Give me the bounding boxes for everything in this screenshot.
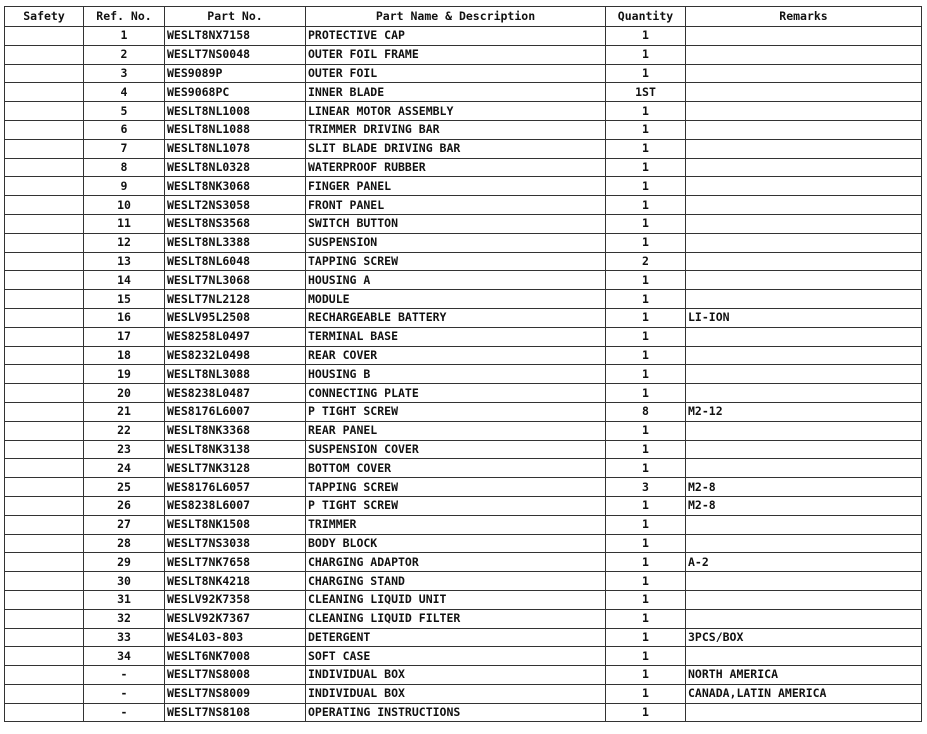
- cell-part-name: TERMINAL BASE: [306, 327, 606, 346]
- cell-part-no: WESLT8NS3568: [165, 214, 306, 233]
- cell-ref-no: 7: [84, 139, 165, 158]
- cell-remarks: [686, 647, 922, 666]
- cell-part-no: WES8258L0497: [165, 327, 306, 346]
- cell-ref-no: 31: [84, 590, 165, 609]
- cell-safety: [5, 534, 84, 553]
- cell-safety: [5, 327, 84, 346]
- cell-ref-no: 19: [84, 365, 165, 384]
- cell-quantity: 1: [606, 421, 686, 440]
- cell-safety: [5, 196, 84, 215]
- cell-part-no: WESLT8NL1008: [165, 102, 306, 121]
- cell-part-no: WESLT7NS8108: [165, 703, 306, 722]
- cell-safety: [5, 421, 84, 440]
- table-row: [5, 290, 922, 309]
- cell-remarks: [686, 196, 922, 215]
- cell-safety: [5, 553, 84, 572]
- table-row: [5, 609, 922, 628]
- table-row: [5, 177, 922, 196]
- cell-quantity: 1: [606, 459, 686, 478]
- cell-quantity: 1: [606, 102, 686, 121]
- cell-remarks: [686, 346, 922, 365]
- cell-safety: [5, 139, 84, 158]
- cell-quantity: 1: [606, 308, 686, 327]
- cell-quantity: 1: [606, 139, 686, 158]
- cell-safety: [5, 478, 84, 497]
- cell-ref-no: 16: [84, 308, 165, 327]
- cell-remarks: [686, 158, 922, 177]
- cell-safety: [5, 290, 84, 309]
- cell-part-no: WESLT8NL1078: [165, 139, 306, 158]
- cell-part-name: SUSPENSION COVER: [306, 440, 606, 459]
- table-row: [5, 214, 922, 233]
- cell-part-no: WESLT7NS0048: [165, 45, 306, 64]
- cell-remarks: M2-12: [686, 402, 922, 421]
- cell-part-name: SWITCH BUTTON: [306, 214, 606, 233]
- cell-ref-no: 5: [84, 102, 165, 121]
- cell-part-no: WES9068PC: [165, 83, 306, 102]
- cell-part-no: WESLT8NK3068: [165, 177, 306, 196]
- cell-quantity: 1: [606, 534, 686, 553]
- header-row: [5, 7, 922, 27]
- cell-quantity: 1: [606, 365, 686, 384]
- cell-ref-no: 10: [84, 196, 165, 215]
- cell-part-name: INNER BLADE: [306, 83, 606, 102]
- cell-quantity: 1: [606, 647, 686, 666]
- cell-safety: [5, 628, 84, 647]
- cell-part-name: BODY BLOCK: [306, 534, 606, 553]
- cell-quantity: 1: [606, 628, 686, 647]
- cell-part-name: TRIMMER DRIVING BAR: [306, 120, 606, 139]
- cell-ref-no: 6: [84, 120, 165, 139]
- cell-part-name: SUSPENSION: [306, 233, 606, 252]
- cell-part-no: WES9089P: [165, 64, 306, 83]
- cell-remarks: [686, 120, 922, 139]
- cell-part-no: WESLV92K7367: [165, 609, 306, 628]
- cell-ref-no: 24: [84, 459, 165, 478]
- cell-remarks: CANADA,LATIN AMERICA: [686, 684, 922, 703]
- cell-part-no: WESLT8NK3368: [165, 421, 306, 440]
- cell-part-no: WESLV95L2508: [165, 308, 306, 327]
- cell-quantity: 1: [606, 158, 686, 177]
- table-row: [5, 515, 922, 534]
- cell-ref-no: 21: [84, 402, 165, 421]
- cell-remarks: [686, 83, 922, 102]
- cell-safety: [5, 515, 84, 534]
- cell-remarks: A-2: [686, 553, 922, 572]
- parts-table-body: [5, 27, 922, 722]
- cell-ref-no: 34: [84, 647, 165, 666]
- cell-part-name: SLIT BLADE DRIVING BAR: [306, 139, 606, 158]
- cell-remarks: M2-8: [686, 478, 922, 497]
- cell-remarks: [686, 233, 922, 252]
- cell-part-no: WESLT8NL0328: [165, 158, 306, 177]
- table-row: [5, 346, 922, 365]
- cell-ref-no: 28: [84, 534, 165, 553]
- cell-part-name: FRONT PANEL: [306, 196, 606, 215]
- cell-quantity: 1: [606, 177, 686, 196]
- cell-remarks: 3PCS/BOX: [686, 628, 922, 647]
- cell-part-name: LINEAR MOTOR ASSEMBLY: [306, 102, 606, 121]
- cell-part-name: HOUSING A: [306, 271, 606, 290]
- cell-ref-no: 23: [84, 440, 165, 459]
- cell-quantity: 1: [606, 496, 686, 515]
- table-row: [5, 64, 922, 83]
- cell-remarks: [686, 534, 922, 553]
- cell-part-no: WESLT7NL2128: [165, 290, 306, 309]
- cell-part-no: WESLT8NX7158: [165, 27, 306, 46]
- cell-part-name: CHARGING ADAPTOR: [306, 553, 606, 572]
- cell-safety: [5, 666, 84, 685]
- cell-ref-no: -: [84, 703, 165, 722]
- cell-quantity: 1: [606, 703, 686, 722]
- cell-part-no: WESLT8NL3088: [165, 365, 306, 384]
- cell-remarks: [686, 609, 922, 628]
- cell-part-name: TRIMMER: [306, 515, 606, 534]
- cell-ref-no: 11: [84, 214, 165, 233]
- cell-remarks: [686, 703, 922, 722]
- cell-ref-no: 25: [84, 478, 165, 497]
- cell-safety: [5, 27, 84, 46]
- cell-safety: [5, 384, 84, 403]
- cell-part-name: CONNECTING PLATE: [306, 384, 606, 403]
- header-part-name: Part Name & Description: [306, 7, 606, 27]
- cell-part-name: BOTTOM COVER: [306, 459, 606, 478]
- cell-quantity: 1: [606, 27, 686, 46]
- table-row: [5, 553, 922, 572]
- cell-remarks: [686, 515, 922, 534]
- table-row: [5, 572, 922, 591]
- cell-safety: [5, 684, 84, 703]
- cell-safety: [5, 214, 84, 233]
- cell-remarks: [686, 384, 922, 403]
- cell-remarks: [686, 177, 922, 196]
- cell-safety: [5, 647, 84, 666]
- cell-ref-no: 13: [84, 252, 165, 271]
- cell-quantity: 1: [606, 666, 686, 685]
- cell-part-name: OUTER FOIL: [306, 64, 606, 83]
- cell-quantity: 3: [606, 478, 686, 497]
- cell-ref-no: 17: [84, 327, 165, 346]
- cell-part-name: INDIVIDUAL BOX: [306, 684, 606, 703]
- cell-part-no: WES8238L6007: [165, 496, 306, 515]
- cell-ref-no: 20: [84, 384, 165, 403]
- cell-part-no: WESLT8NL3388: [165, 233, 306, 252]
- cell-part-no: WESLT8NL6048: [165, 252, 306, 271]
- table-row: [5, 496, 922, 515]
- cell-ref-no: 15: [84, 290, 165, 309]
- cell-part-name: CHARGING STAND: [306, 572, 606, 591]
- cell-ref-no: 32: [84, 609, 165, 628]
- cell-ref-no: 18: [84, 346, 165, 365]
- cell-quantity: 8: [606, 402, 686, 421]
- table-row: [5, 647, 922, 666]
- table-row: [5, 102, 922, 121]
- cell-quantity: 1: [606, 271, 686, 290]
- cell-quantity: 2: [606, 252, 686, 271]
- cell-part-name: REAR COVER: [306, 346, 606, 365]
- cell-quantity: 1: [606, 609, 686, 628]
- cell-part-no: WESLT8NK1508: [165, 515, 306, 534]
- cell-part-name: WATERPROOF RUBBER: [306, 158, 606, 177]
- cell-part-name: OPERATING INSTRUCTIONS: [306, 703, 606, 722]
- cell-part-name: SOFT CASE: [306, 647, 606, 666]
- cell-part-no: WES8176L6057: [165, 478, 306, 497]
- header-quantity: Quantity: [606, 7, 686, 27]
- cell-safety: [5, 440, 84, 459]
- table-row: [5, 252, 922, 271]
- cell-part-name: FINGER PANEL: [306, 177, 606, 196]
- cell-ref-no: -: [84, 684, 165, 703]
- table-row: [5, 440, 922, 459]
- cell-ref-no: 33: [84, 628, 165, 647]
- cell-remarks: [686, 327, 922, 346]
- cell-part-name: INDIVIDUAL BOX: [306, 666, 606, 685]
- cell-part-no: WESLV92K7358: [165, 590, 306, 609]
- cell-safety: [5, 45, 84, 64]
- cell-part-no: WESLT7NS8009: [165, 684, 306, 703]
- cell-remarks: [686, 45, 922, 64]
- cell-quantity: 1: [606, 384, 686, 403]
- cell-safety: [5, 83, 84, 102]
- cell-part-name: PROTECTIVE CAP: [306, 27, 606, 46]
- cell-safety: [5, 365, 84, 384]
- cell-part-no: WESLT8NK4218: [165, 572, 306, 591]
- cell-part-no: WESLT7NS3038: [165, 534, 306, 553]
- cell-ref-no: 22: [84, 421, 165, 440]
- cell-safety: [5, 459, 84, 478]
- cell-ref-no: 4: [84, 83, 165, 102]
- table-row: [5, 327, 922, 346]
- cell-part-no: WESLT7NL3068: [165, 271, 306, 290]
- table-row: [5, 139, 922, 158]
- cell-quantity: 1: [606, 440, 686, 459]
- cell-remarks: [686, 27, 922, 46]
- cell-part-no: WES8176L6007: [165, 402, 306, 421]
- cell-remarks: [686, 64, 922, 83]
- table-row: [5, 308, 922, 327]
- cell-part-name: RECHARGEABLE BATTERY: [306, 308, 606, 327]
- cell-ref-no: 9: [84, 177, 165, 196]
- cell-remarks: [686, 572, 922, 591]
- cell-safety: [5, 158, 84, 177]
- table-row: [5, 590, 922, 609]
- cell-ref-no: 8: [84, 158, 165, 177]
- cell-remarks: [686, 214, 922, 233]
- cell-part-no: WESLT6NK7008: [165, 647, 306, 666]
- cell-part-no: WESLT8NK3138: [165, 440, 306, 459]
- cell-part-no: WES4L03-803: [165, 628, 306, 647]
- cell-quantity: 1: [606, 515, 686, 534]
- cell-safety: [5, 609, 84, 628]
- cell-quantity: 1: [606, 233, 686, 252]
- cell-part-name: HOUSING B: [306, 365, 606, 384]
- table-row: [5, 459, 922, 478]
- parts-list-table: [4, 6, 922, 722]
- cell-quantity: 1: [606, 214, 686, 233]
- cell-part-no: WESLT8NL1088: [165, 120, 306, 139]
- table-row: [5, 666, 922, 685]
- cell-quantity: 1: [606, 346, 686, 365]
- cell-safety: [5, 252, 84, 271]
- cell-ref-no: 26: [84, 496, 165, 515]
- table-row: [5, 421, 922, 440]
- table-row: [5, 158, 922, 177]
- header-ref-no: Ref. No.: [84, 7, 165, 27]
- cell-safety: [5, 346, 84, 365]
- cell-quantity: 1ST: [606, 83, 686, 102]
- cell-remarks: [686, 365, 922, 384]
- table-row: [5, 45, 922, 64]
- cell-remarks: M2-8: [686, 496, 922, 515]
- cell-ref-no: 29: [84, 553, 165, 572]
- cell-remarks: [686, 290, 922, 309]
- cell-part-no: WES8232L0498: [165, 346, 306, 365]
- cell-safety: [5, 271, 84, 290]
- cell-part-name: OUTER FOIL FRAME: [306, 45, 606, 64]
- header-part-no: Part No.: [165, 7, 306, 27]
- cell-part-name: DETERGENT: [306, 628, 606, 647]
- cell-safety: [5, 590, 84, 609]
- cell-remarks: LI-ION: [686, 308, 922, 327]
- cell-safety: [5, 402, 84, 421]
- cell-ref-no: -: [84, 666, 165, 685]
- cell-quantity: 1: [606, 290, 686, 309]
- header-remarks: Remarks: [686, 7, 922, 27]
- table-row: [5, 196, 922, 215]
- cell-part-no: WESLT2NS3058: [165, 196, 306, 215]
- cell-remarks: [686, 440, 922, 459]
- cell-quantity: 1: [606, 590, 686, 609]
- cell-quantity: 1: [606, 64, 686, 83]
- cell-part-name: MODULE: [306, 290, 606, 309]
- cell-part-name: CLEANING LIQUID FILTER: [306, 609, 606, 628]
- cell-remarks: [686, 139, 922, 158]
- table-row: [5, 684, 922, 703]
- header-safety: Safety: [5, 7, 84, 27]
- cell-remarks: [686, 459, 922, 478]
- table-row: [5, 628, 922, 647]
- cell-quantity: 1: [606, 327, 686, 346]
- cell-remarks: [686, 102, 922, 121]
- cell-safety: [5, 703, 84, 722]
- cell-safety: [5, 177, 84, 196]
- cell-quantity: 1: [606, 684, 686, 703]
- cell-safety: [5, 120, 84, 139]
- table-row: [5, 478, 922, 497]
- cell-part-name: TAPPING SCREW: [306, 252, 606, 271]
- cell-remarks: NORTH AMERICA: [686, 666, 922, 685]
- cell-ref-no: 2: [84, 45, 165, 64]
- cell-safety: [5, 64, 84, 83]
- cell-safety: [5, 308, 84, 327]
- cell-quantity: 1: [606, 196, 686, 215]
- cell-ref-no: 27: [84, 515, 165, 534]
- cell-remarks: [686, 590, 922, 609]
- cell-safety: [5, 496, 84, 515]
- cell-ref-no: 14: [84, 271, 165, 290]
- cell-part-no: WESLT7NS8008: [165, 666, 306, 685]
- cell-part-name: CLEANING LIQUID UNIT: [306, 590, 606, 609]
- cell-quantity: 1: [606, 120, 686, 139]
- cell-remarks: [686, 271, 922, 290]
- cell-part-no: WES8238L0487: [165, 384, 306, 403]
- table-row: [5, 703, 922, 722]
- cell-quantity: 1: [606, 45, 686, 64]
- cell-part-no: WESLT7NK7658: [165, 553, 306, 572]
- cell-remarks: [686, 421, 922, 440]
- table-row: [5, 120, 922, 139]
- table-row: [5, 271, 922, 290]
- cell-quantity: 1: [606, 553, 686, 572]
- table-row: [5, 365, 922, 384]
- cell-safety: [5, 233, 84, 252]
- cell-part-no: WESLT7NK3128: [165, 459, 306, 478]
- cell-safety: [5, 102, 84, 121]
- cell-ref-no: 3: [84, 64, 165, 83]
- cell-ref-no: 12: [84, 233, 165, 252]
- cell-ref-no: 1: [84, 27, 165, 46]
- table-row: [5, 402, 922, 421]
- cell-part-name: TAPPING SCREW: [306, 478, 606, 497]
- cell-part-name: P TIGHT SCREW: [306, 402, 606, 421]
- table-row: [5, 27, 922, 46]
- table-row: [5, 384, 922, 403]
- table-row: [5, 534, 922, 553]
- cell-part-name: P TIGHT SCREW: [306, 496, 606, 515]
- cell-quantity: 1: [606, 572, 686, 591]
- cell-ref-no: 30: [84, 572, 165, 591]
- cell-safety: [5, 572, 84, 591]
- cell-remarks: [686, 252, 922, 271]
- cell-part-name: REAR PANEL: [306, 421, 606, 440]
- table-row: [5, 233, 922, 252]
- table-row: [5, 83, 922, 102]
